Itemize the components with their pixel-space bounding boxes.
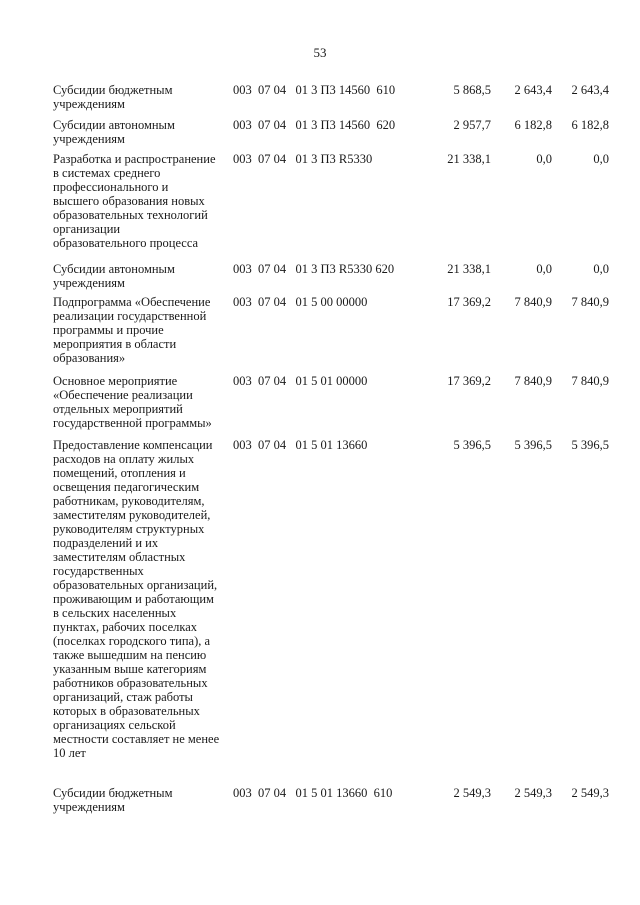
row-value-3: 0,0: [593, 152, 609, 166]
row-value-2: 7 840,9: [514, 374, 552, 388]
budget-table: [53, 83, 613, 818]
row-code: 003 07 04 01 3 П3 14560 610: [233, 83, 396, 97]
row-value-2: 6 182,8: [514, 118, 552, 132]
table-row: [53, 786, 613, 818]
row-value-2: 7 840,9: [514, 295, 552, 309]
row-value-3: 7 840,9: [571, 374, 609, 388]
row-code: 003 07 04 01 3 П3 R5330 620: [233, 262, 395, 276]
row-value-3: 2 643,4: [571, 83, 609, 97]
table-row: [53, 374, 613, 438]
row-name: Основное мероприятие «Обеспечение реализации отдельных мероприятий государственной программы»: [53, 374, 212, 430]
row-value-2: 2 549,3: [514, 786, 552, 800]
row-code: 003 07 04 01 5 01 00000: [233, 374, 368, 388]
table-row: [53, 152, 613, 262]
row-name: Субсидии автономным учреждениям: [53, 262, 175, 290]
row-name: Предоставление компенсации расходов на оплату жилых помещений, отопления и освещения педагогическим работникам, руководителям, заместителям руководителей, руководителям структурных подразделений и их заместителям областных государственных образовательных организаций, проживающим и работающим в сельских населенных пунктах, рабочих поселках (поселках городского типа), а также вышедшим на пенсию указанным выше категориям работников образовательных организаций, стаж работы которых в образовательных организациях сельской местности составляет не менее 10 лет: [53, 438, 220, 760]
row-value-1: 5 868,5: [453, 83, 491, 97]
table-row: [53, 438, 613, 786]
table-row: [53, 295, 613, 374]
row-name: Подпрограмма «Обеспечение реализации государственной программы и прочие мероприятия в области образования»: [53, 295, 211, 365]
row-name: Субсидии бюджетным учреждениям: [53, 786, 173, 814]
row-code: 003 07 04 01 5 00 00000: [233, 295, 368, 309]
row-value-3: 6 182,8: [571, 118, 609, 132]
row-code: 003 07 04 01 5 01 13660: [233, 438, 368, 452]
row-value-1: 17 369,2: [447, 295, 491, 309]
row-code: 003 07 04 01 3 П3 R5330: [233, 152, 373, 166]
row-value-1: 21 338,1: [447, 152, 491, 166]
row-value-3: 0,0: [593, 262, 609, 276]
table-row: [53, 83, 613, 118]
row-value-2: 0,0: [536, 262, 552, 276]
row-value-3: 2 549,3: [571, 786, 609, 800]
row-value-3: 5 396,5: [571, 438, 609, 452]
row-value-1: 2 549,3: [453, 786, 491, 800]
table-row: [53, 118, 613, 152]
row-name: Субсидии бюджетным учреждениям: [53, 83, 173, 111]
row-value-1: 21 338,1: [447, 262, 491, 276]
row-value-2: 5 396,5: [514, 438, 552, 452]
row-value-2: 0,0: [536, 152, 552, 166]
row-value-1: 17 369,2: [447, 374, 491, 388]
table-row: [53, 262, 613, 295]
row-value-2: 2 643,4: [514, 83, 552, 97]
row-value-1: 5 396,5: [453, 438, 491, 452]
row-code: 003 07 04 01 5 01 13660 610: [233, 786, 393, 800]
row-value-1: 2 957,7: [453, 118, 491, 132]
row-value-3: 7 840,9: [571, 295, 609, 309]
row-code: 003 07 04 01 3 П3 14560 620: [233, 118, 396, 132]
row-name: Субсидии автономным учреждениям: [53, 118, 175, 146]
page-number: 53: [313, 45, 327, 60]
row-name: Разработка и распространение в системах среднего профессионального и высшего образования новых образовательных технологий организации образовательного процесса: [53, 152, 216, 250]
